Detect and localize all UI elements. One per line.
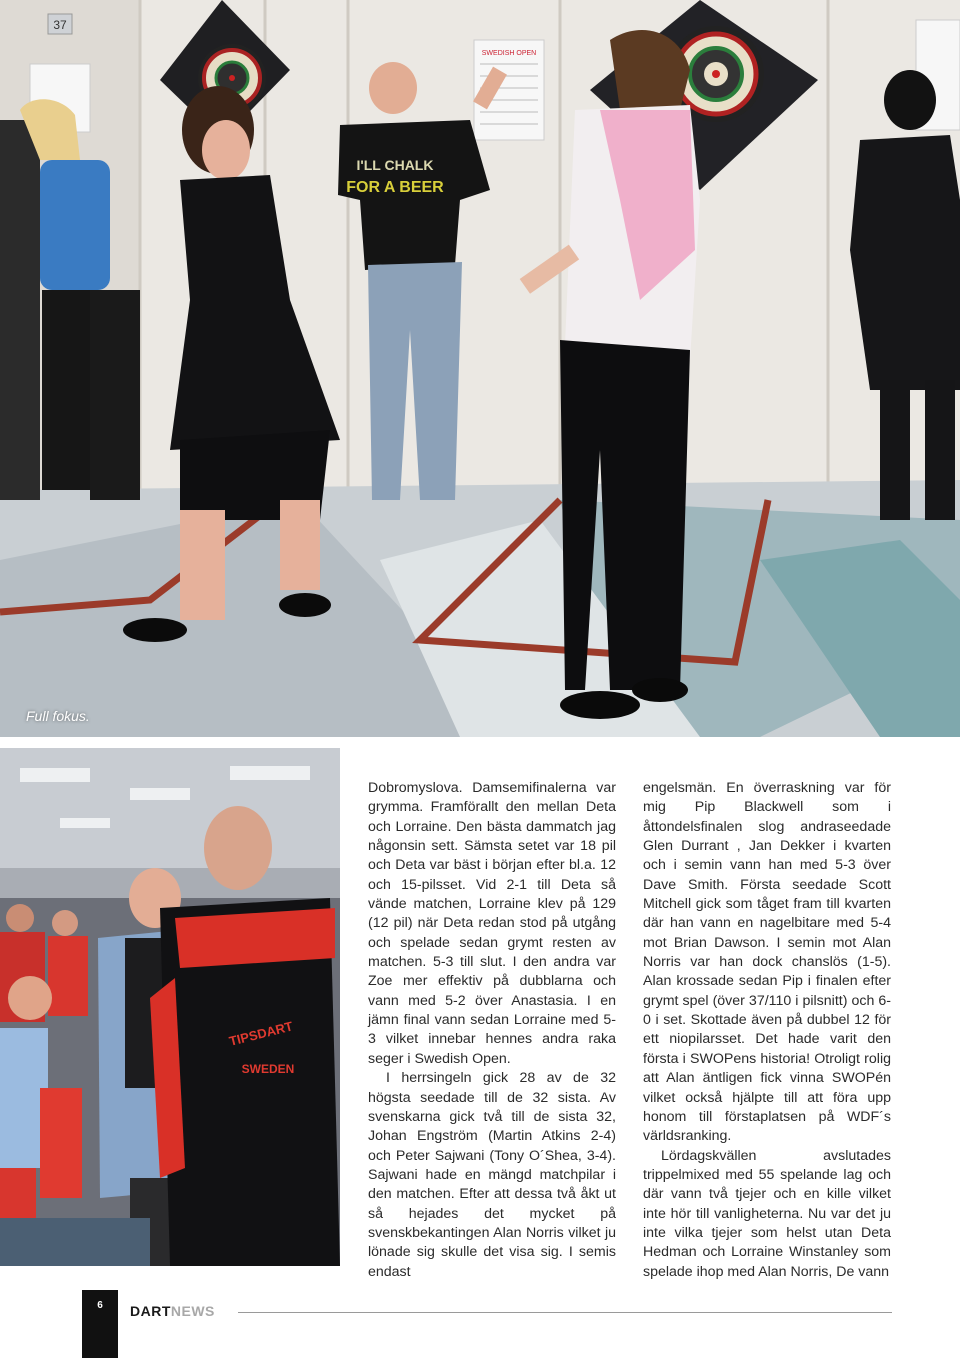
jacket-text-line1: TIPSDART <box>227 1018 295 1049</box>
article-paragraph: Dobromyslova. Damsemifinalerna var grymma. Framförallt den mellan Deta och Lorraine. Den bästa dammatch jag någonsin sett. Sämsta setet var 18 pil och Deta var bäst i början efter bl.a. 12 och 15-pilsset. Vid 2-1 till Deta så vände matchen, Lorraine klev på 129 (12 pil) när Deta redan stod på utgång och spelade sedan grymt resten av matchen. 5-3 till slut. I den andra var Zoe mer effektiv på dubblarna och vann med 5-2 över Anastasia. I en jämn final vann sedan Lorraine med 5-3 vilket innebar hennes andra raka seger i Swedish Open. <box>368 780 616 1067</box>
footer-rule <box>238 1312 892 1313</box>
logo-part-news: NEWS <box>170 1303 215 1319</box>
score-sheet-heading: SWEDISH OPEN <box>481 50 537 57</box>
article-paragraph: Lördagskvällen avslutades trippelmixed med 55 spelande lag och där vann två tjejer och en kille vilket inte hör till vanligheterna. Nu var det ju inte vilka tjejer som helst utan Deta Hedman och Lorraine Winstanley som spelade ihop med Alan Norris, De vann <box>643 1147 891 1280</box>
board-number: 37 <box>53 18 67 32</box>
shirt-text-line2: FOR A BEER <box>346 179 444 196</box>
page-number-tab <box>82 1290 118 1358</box>
logo-part-dart: DART <box>130 1303 171 1319</box>
jacket-text-line2: SWEDEN <box>241 1062 295 1076</box>
article-paragraph: I herrsingeln gick 28 av de 32 högsta seedade till de 32 sista. Av svenskarna gick två till de sista 32, Johan Engström (Martin Atkins 2-4) och Peter Sajwani (Tony O´Shea, 3-4). Sajwani hade en mängd matchpilar i den matchen. Efter att dessa två åkt ut så hejades det mycket på svenskbekantingen Alan Norris vilket ju lönade sig skulle det visa sig. I semis endast <box>368 1070 616 1280</box>
magazine-logo <box>130 1303 215 1319</box>
bottom-photo <box>0 748 340 1266</box>
photo-caption: Full fokus. <box>26 708 90 724</box>
crowd-scene <box>0 748 340 1266</box>
article-column-right <box>643 779 891 1282</box>
page-footer <box>0 1290 960 1358</box>
page-number: 6 <box>97 1300 103 1311</box>
shirt-text-line1: I'LL CHALK <box>356 157 434 173</box>
article-column-middle <box>368 779 616 1282</box>
article-paragraph: engelsmän. En överraskning var för mig Pip Blackwell som i åttondelsfinalen slog andraseedade Glen Durrant , Jan Dekker i kvarten och i semin vann han med 5-3 över Dave Smith. Första seedade Scott Mitchell gick som tåget fram till kvarten där han vann en nagelbitare med 5-4 mot Brian Dawson. I semin mot Alan Norris var han dock chanslös (1-5). Alan krossade sedan Pip i finalen efter grymt spel (över 37/110 i pilsnitt) och 6-0 i set. Skottade även på dubbel 12 för ett niopilarsset. Det hade varit den första i SWOPens historia! Otroligt rolig att Alan äntligen fick vinna SWOPén vilket också hjälpte till att föra upp honom till förstaplatsen på WDF´s världsranking. <box>643 780 891 1145</box>
